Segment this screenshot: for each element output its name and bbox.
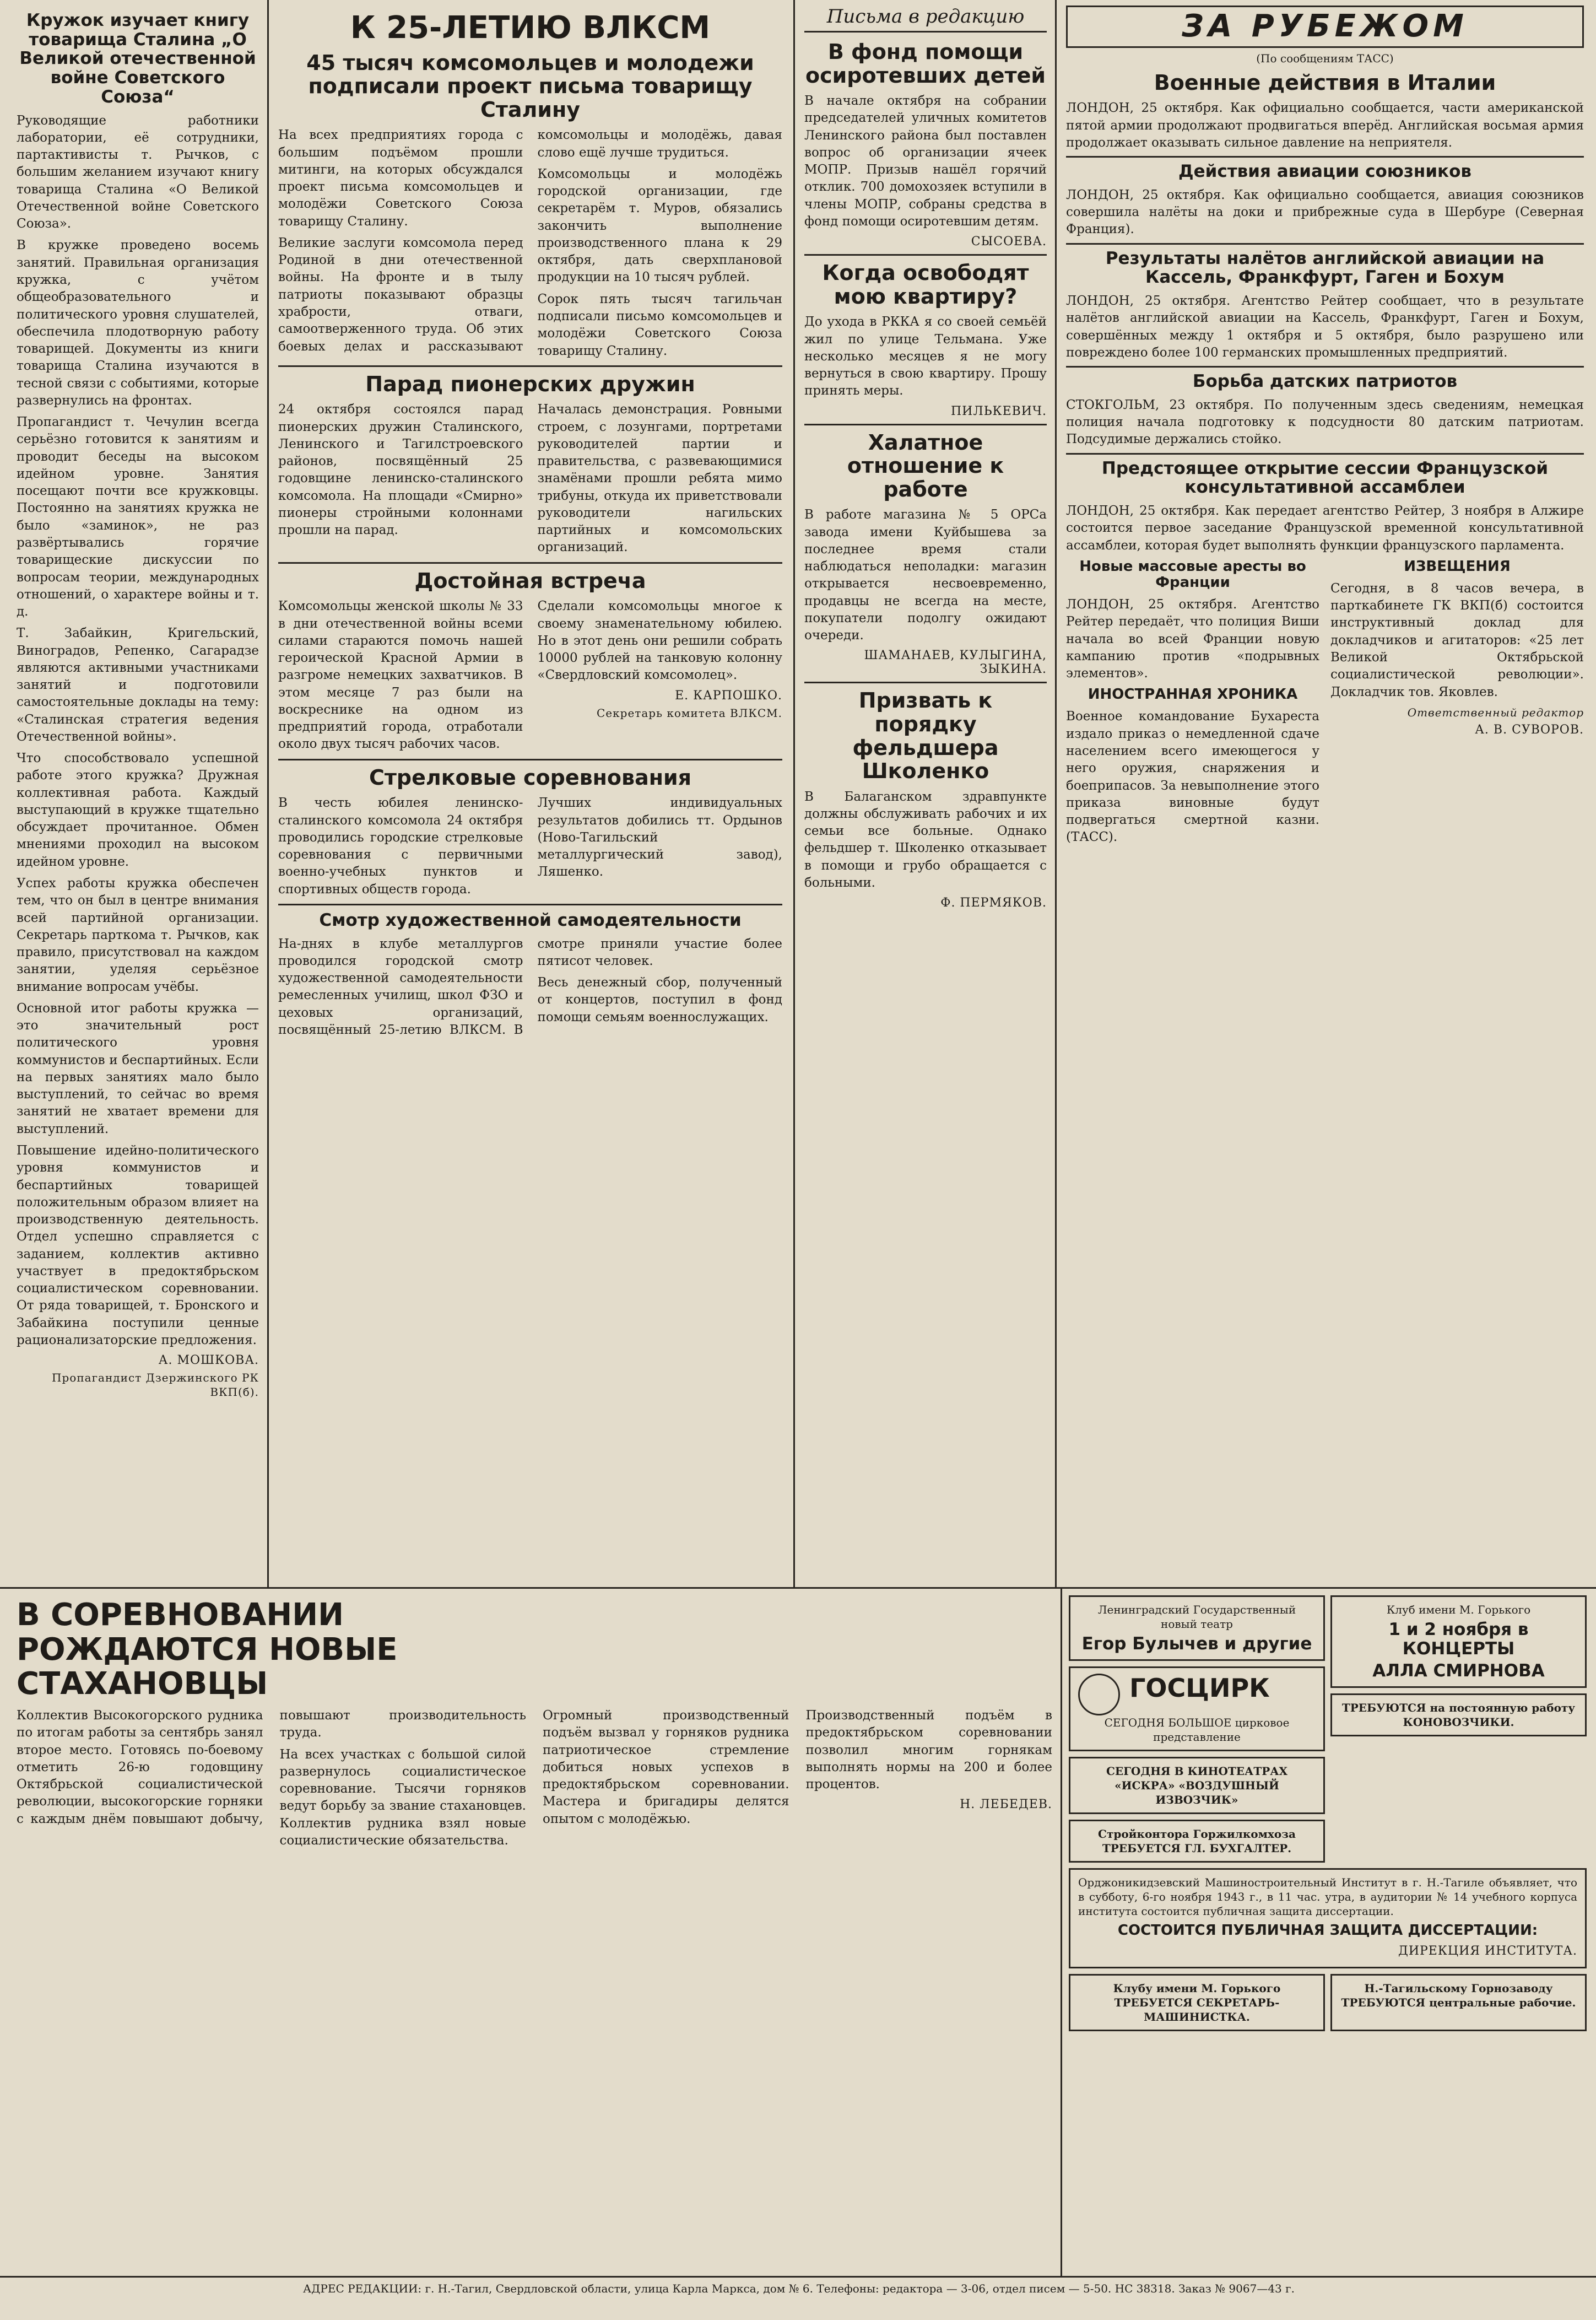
foreign-news-section (1066, 6, 1584, 1582)
ad-theatre (1069, 1595, 1325, 1661)
ad-headline: Егор Булычев и другие (1081, 1634, 1312, 1654)
article-paragraph: В кружке проведено восемь занятий. Правильная организация кружка, с учётом общеобразовательного и политического уровня слушателей, обеспечила плодотворную работу товарищей. Документы из книги товарища Сталина изучаются в тесной связи с событиями, которые развернулись на фронтах. (17, 238, 259, 408)
article-paragraph: ЛОНДОН, 25 октября. Агентство Рейтер сообщает, что в результате налётов английской авиации на Кассель, Франкфурт, Гаген и Бохум, совершённых между 1 октября и 5 октября, было разрушено или повреждено более 100 германских промышленных предприятий. (1066, 294, 1584, 360)
article-paragraph: Т. Забайкин, Кригельский, Виноградов, Репенко, Сагарадзе являются активными участниками занятий и подготовили самостоятельные доклады на тему: «Сталинская стратегия ведения Отечественной войны». (17, 626, 259, 744)
article-paragraph: В Балаганском здравпункте должны обслуживать рабочих и их семьи все больные. Однако фельдшер т. Школенко отказывает в помощи и грубо обращается с больными. (804, 789, 1047, 890)
section-divider (0, 1587, 1596, 1589)
ad-headline: ГОСЦИРК (1129, 1673, 1270, 1703)
ad-plant (1330, 1974, 1587, 2031)
left-subcolumn (1066, 559, 1319, 851)
footer-divider (0, 2276, 1596, 2278)
article-paragraph: Огромный производственный подъём вызвал у горняков рудника патриотическое стремление добиться новых успехов в предоктябрьском соревновании. Мастера и бригадиры делятся опытом с молодёжью. (543, 1708, 789, 1826)
article-heading: Призвать к порядку фельдшера Школенко (852, 688, 999, 784)
column-divider (1061, 1587, 1062, 2276)
article-paragraph: Что способствовало успешной работе этого кружка? Дружная коллективная работа. Каждый выступающий в кружке тщательно обсуждает прочитанное. Обмен мнениями проходил на высоком идейном уровне. (17, 751, 259, 869)
article-paragraph: Великие заслуги комсомола перед Родиной в дни отечественной войны. На фронте и в тылу патриоты показывают образцы храбрости, отваги, самоотверженного труда. Об этих боевых делах и рассказывают комсомольцы и молодёжь, давая слово ещё лучше трудиться. (278, 128, 782, 354)
article-heading: Предстоящее открытие сессии Французской консультативной ассамблеи (1101, 458, 1549, 498)
article-heading: 45 тысяч комсомольцев и молодежи подписали проект письма товарищу Сталину (306, 50, 754, 122)
article-heading: ИЗВЕЩЕНИЯ (1404, 558, 1511, 575)
letters-section (804, 6, 1047, 1582)
article-heading: В фонд помощи осиротевших детей (805, 40, 1046, 88)
article-paragraph: На-днях в клубе металлургов проводился городской смотр художественной самодеятельности ремесленных училищ, школ ФЗО и цеховых организаций, посвящённый 25-летию ВЛКСМ. В смотре приняли участие более пятисот человек. (278, 936, 782, 1037)
ad-headline: СОСТОИТСЯ ПУБЛИЧНАЯ ЗАЩИТА ДИССЕРТАЦИИ: (1117, 1922, 1538, 1939)
article-paragraph: До ухода в РККА я со своей семьёй жил по улице Тельмана. Уже несколько месяцев я не могу вернуться в свою квартиру. Прошу принять меры. (804, 315, 1047, 398)
footer-text: АДРЕС РЕДАКЦИИ: г. Н.-Тагил, Свердловской области, улица Карла Маркса, дом № 6. Телефоны: редактора — 3-06, отдел писем — 5-50. НС 38318. Заказ № 9067—43 г. (303, 2282, 1295, 2295)
article-divider (278, 759, 782, 760)
article-divider (278, 562, 782, 564)
ad-club-secretary (1069, 1974, 1325, 2031)
article-paragraph: Сегодня, в 8 часов вечера, в парткабинете ГК ВКП(б) состоится инструктивный доклад для докладчиков и агитаторов: «25 лет Великой Октябрьской социалистической революции». Докладчик тов. Яковлев. (1330, 581, 1584, 699)
article-heading: ИНОСТРАННАЯ ХРОНИКА (1088, 686, 1298, 703)
editor-name: А. В. СУВОРОВ. (1475, 722, 1584, 737)
article-paragraph: Сорок пять тысяч тагильчан подписали письмо комсомольцев и молодёжи Советского Союза товарищу Сталину. (537, 292, 782, 358)
ad-text: СЕГОДНЯ БОЛЬШОЕ цирковое представление (1104, 1715, 1290, 1744)
article-divider (1066, 366, 1584, 368)
ad-text: Клубу имени М. Горького ТРЕБУЕТСЯ СЕКРЕТАРЬ-МАШИНИСТКА. (1113, 1981, 1281, 2024)
section-note: (По сообщениям ТАСС) (1256, 51, 1394, 65)
article-paragraph: ЛОНДОН, 25 октября. Как передает агентство Рейтер, 3 ноября в Алжире состоится первое заседание Французской временной консультативной ассамблеи, которая будет выполнять функции французского парламента. (1066, 504, 1584, 553)
ad-signature: ДИРЕКЦИЯ ИНСТИТУТА. (1398, 1944, 1577, 1958)
article-divider (804, 682, 1047, 683)
article-heading: Военные действия в Италии (1154, 70, 1496, 95)
ad-artist: АЛЛА СМИРНОВА (1372, 1661, 1545, 1681)
column-divider (1055, 0, 1057, 1587)
ad-cinema (1069, 1757, 1325, 1814)
article-paragraph: Успех работы кружка обеспечен тем, что он был в центре внимания всей партийной организации. Секретарь парткома т. Рычков, как правило, присутствовал на каждом занятии, уделяя серьёзное внимание вопросам учёбы. (17, 876, 259, 994)
article-paragraph: Комсомольцы и молодёжь городской организации, где секретарём т. Муров, обязались закончить выполнение производственного плана к 29 октября, дать сверхплановой продукции на 10 тысяч рублей. (537, 166, 782, 285)
article-paragraph: СТОКГОЛЬМ, 23 октября. По полученным здесь сведениям, немецкая полиция начала подготовку к подсудности 80 датским патриотам. Подсудимые держались стойко. (1066, 397, 1584, 447)
footer-imprint (17, 2281, 1581, 2314)
article-heading: Результаты налётов английской авиации на Кассель, Франкфурт, Гаген и Бохум (1105, 248, 1545, 288)
article-signature: СЫСОЕВА. (971, 235, 1047, 249)
article-paragraph: 24 октября состоялся парад пионерских дружин Сталинского, Ленинского и Тагилстроевского районов, посвящённый 25 годовщине ленинско-сталинского комсомола. На площади «Смирно» пионеры стройными колоннами прошли на парад. (278, 402, 523, 538)
article-paragraph: Весь денежный сбор, полученный от концертов, поступил в фонд помощи семьям военнослужащих. (537, 975, 782, 1024)
ad-text: Стройконтора Горжилкомхоза ТРЕБУЕТСЯ ГЛ. БУХГАЛТЕР. (1098, 1827, 1296, 1855)
article-signature: Н. ЛЕБЕДЕВ. (960, 1798, 1052, 1812)
article-paragraph: Повышение идейно-политического уровня коммунистов и беспартийных товарищей положительным образом влияет на производственную деятельность. Отдел успешно справляется с заданием, коллектив активно участвует в предоктябрьском социалистическом соревновании. От ряда товарищей, т. Бронского и Забайкина поступили ценные рационализаторские предложения. (17, 1143, 259, 1347)
ad-label: Клуб имени М. Горького (1386, 1603, 1531, 1616)
section-title: ЗА РУБЕЖОМ (1182, 8, 1468, 44)
article-heading: Действия авиации союзников (1178, 161, 1472, 182)
section-kicker: Письма в редакцию (826, 6, 1025, 28)
right-subcolumn (1330, 559, 1584, 851)
article-divider (804, 31, 1047, 33)
komsomol-section (278, 11, 782, 1582)
article-heading: Когда освободят мою квартиру? (822, 261, 1029, 309)
article-paragraph: В честь юбилея ленинско-сталинского комсомола 24 октября проводились городские стрелковые соревнования с первичными военно-учебных пунктов и спортивных обществ города. (278, 796, 523, 897)
article-paragraph: Руководящие работники лаборатории, её сотрудники, партактивисты т. Рычков, с большим желанием изучают книгу товарища Сталина «О Великой Отечественной войне Советского Союза». (17, 113, 259, 231)
article-paragraph: Сделали комсомольцы многое к своему знаменательному юбилею. Но в этот день они решили собрать 10000 рублей на танковую колонну «Свердловский комсомолец». (537, 599, 782, 683)
section-title: К 25-ЛЕТИЮ ВЛКСМ (350, 11, 711, 46)
article-heading: В СОРЕВНОВАНИИ РОЖДАЮТСЯ НОВЫЕ СТАХАНОВЦЫ (17, 1598, 398, 1702)
article-signature: А. МОШКОВА. (158, 1353, 259, 1368)
article-paragraph: В начале октября на собрании председателей уличных комитетов Ленинского района был поставлен вопрос об организации ячеек МОПР. Призыв нашёл горячий отклик. 700 домохозяек вступили в члены МОПР, собраны средства в фонд помощи осиротевшим детям. (804, 94, 1047, 229)
article-divider (1066, 156, 1584, 158)
article-paragraph: ЛОНДОН, 25 октября. Как официально сообщается, авиация союзников совершила налёты на доки и прибрежные суда в Шербуре (Северная Франция). (1066, 187, 1584, 237)
article-divider (1066, 453, 1584, 455)
ad-text: Н.-Тагильскому Горнозаводу ТРЕБУЮТСЯ центральные рабочие. (1341, 1981, 1576, 2009)
article-paragraph: Основной итог работы кружка — это значительный рост политического уровня коммунистов и беспартийных. Если на первых занятиях мало было выступлений, то сейчас во время занятий не хватает времени для выступлений. (17, 1001, 259, 1136)
article-heading: Борьба датских патриотов (1192, 371, 1458, 392)
article-paragraph: Лучших индивидуальных результатов добились тт. Ордынов (Ново-Тагильский металлургический завод), Ляшенко. (537, 796, 782, 880)
ad-text: СЕГОДНЯ В КИНОТЕАТРАХ «ИСКРА» «ВОЗДУШНЫЙ ИЗВОЗЧИК» (1106, 1764, 1288, 1806)
section-banner (1066, 6, 1584, 48)
article-divider (804, 254, 1047, 256)
article-divider (278, 904, 782, 905)
advertisements (1069, 1595, 1587, 2270)
column-divider (793, 0, 795, 1587)
article-paragraph: Производственный подъём в предоктябрьском соревновании позволил многим горнякам выполнять нормы на 200 и более процентов. (805, 1708, 1052, 1792)
article-paragraph: Комсомольцы женской школы № 33 в дни отечественной войны всеми силами стараются помочь нашей героической Красной Армии в разгроме немецких захватчиков. В этом месяце 7 раз были на воскреснике на одном из предприятий города, отработали около двух тысяч рабочих часов. (278, 599, 523, 752)
article-paragraph: Пропагандист т. Чечулин всегда серьёзно готовится к занятиям и проводит беседы на высоком идейном уровне. Занятия посещают почти все кружковцы. Постоянно на занятиях кружка не было «заминок», не раз развёртывались горячие товарищеские дискуссии по вопросам теории, международных отношений, о характере войны и т. д. (17, 415, 259, 619)
article-signature-title: Секретарь комитета ВЛКСМ. (597, 706, 782, 720)
article-heading: Парад пионерских дружин (365, 371, 695, 396)
article-stakhanovites (17, 1598, 1052, 2270)
editor-label: Ответственный редактор (1407, 705, 1584, 719)
article-heading: Стрелковые соревнования (369, 765, 691, 790)
article-divider (278, 365, 782, 367)
article-paragraph: В работе магазина № 5 ОРСа завода имени Куйбышева за последнее время стали наблюдаться неполадки: магазин открывается несвоевременно, продавцы не всегда на месте, покупатели подолгу ожидают очереди. (804, 508, 1047, 643)
ad-institute (1069, 1868, 1587, 1968)
article-heading: Халатное отношение к работе (847, 430, 1004, 501)
ad-club (1330, 1595, 1587, 1688)
article-paragraph: Коллектив Высокогорского рудника по итогам работы за сентябрь занял второе место. Готовясь по-боевому отметить 26-ю годовщину Октябрьской социалистической революции, высокогорские горняки с каждым днём повышают добычу, повышают производительность труда. (17, 1708, 526, 1826)
article-paragraph: На всех предприятиях города с большим подъёмом прошли митинги, на которых обсуждался проект письма комсомольцев и молодёжи Советского Союза товарищу Сталину. (278, 128, 523, 229)
column-divider (267, 0, 269, 1587)
ad-text: ТРЕБУЮТСЯ на постоянную работу КОНОВОЗЧИКИ. (1341, 1701, 1576, 1729)
article-signature: ШАМАНАЕВ, КУЛЫГИНА, ЗЫКИНА. (864, 649, 1047, 677)
article-divider (804, 424, 1047, 425)
article-signature: Е. КАРПОШКО. (675, 688, 782, 703)
article-heading: Новые массовые аресты во Франции (1079, 558, 1306, 591)
ad-headline: 1 и 2 ноября в КОНЦЕРТЫ (1388, 1620, 1529, 1659)
article-paragraph: Военное командование Бухареста издало приказ о немедленной сдаче населением всего имеющегося у него оружия, снаряжения и боеприпасов. За невыполнение этого приказа виновные будут подвергаться смертной казни. (ТАСС). (1066, 709, 1319, 845)
article-paragraph: Началась демонстрация. Ровными строем, с лозунгами, портретами руководителей партии и правительства, с развевающимися знамёнами прошли ребята мимо трибуны, откуда их приветствовали руководители нагильских партийных и комсомольских организаций. (537, 402, 782, 555)
ad-trust (1069, 1820, 1325, 1863)
article-paragraph: ЛОНДОН, 25 октября. Агентство Рейтер передаёт, что полиция Виши начала во всей Франции новую кампанию против «подрывных элементов». (1066, 597, 1319, 681)
ad-circus (1069, 1666, 1325, 1751)
article-signature: ПИЛЬКЕВИЧ. (951, 404, 1047, 418)
article-signature-title: Пропагандист Дзержинского РК ВКП(б). (52, 1371, 259, 1399)
article-divider (1066, 243, 1584, 245)
ad-label: Ленинградский Государственный новый театр (1097, 1603, 1296, 1631)
circus-logo-icon (1078, 1674, 1120, 1715)
article-paragraph: На всех участках с большой силой развернулось социалистическое соревнование. Тысячи горняков ведут борьбу за звание стахановцев. Коллектив рудника взял новые социалистические обязательства. (279, 1747, 526, 1848)
article-heading: Кружок изучает книгу товарища Сталина „О Великой отечественной войне Советского Союза“ (19, 11, 256, 107)
article-heading: Достойная встреча (414, 568, 646, 593)
article-paragraph: ЛОНДОН, 25 октября. Как официально сообщается, части американской пятой армии продолжают продвигаться вперёд. Английская восьмая армия продолжает оказывать сильное давление на неприятеля. (1066, 101, 1584, 150)
ad-required (1330, 1693, 1587, 1736)
article-signature: Ф. ПЕРМЯКОВ. (940, 896, 1047, 910)
article-heading: Смотр художественной самодеятельности (319, 910, 742, 930)
ad-text: Орджоникидзевский Машиностроительный Институт в г. Н.-Тагиле объявляет, что в субботу, 6-го ноября 1943 г., в 11 час. утра, в аудитории № 14 учебного корпуса института состоится публичная защита диссертации. (1078, 1875, 1577, 1918)
article-study-circle (17, 11, 259, 1582)
